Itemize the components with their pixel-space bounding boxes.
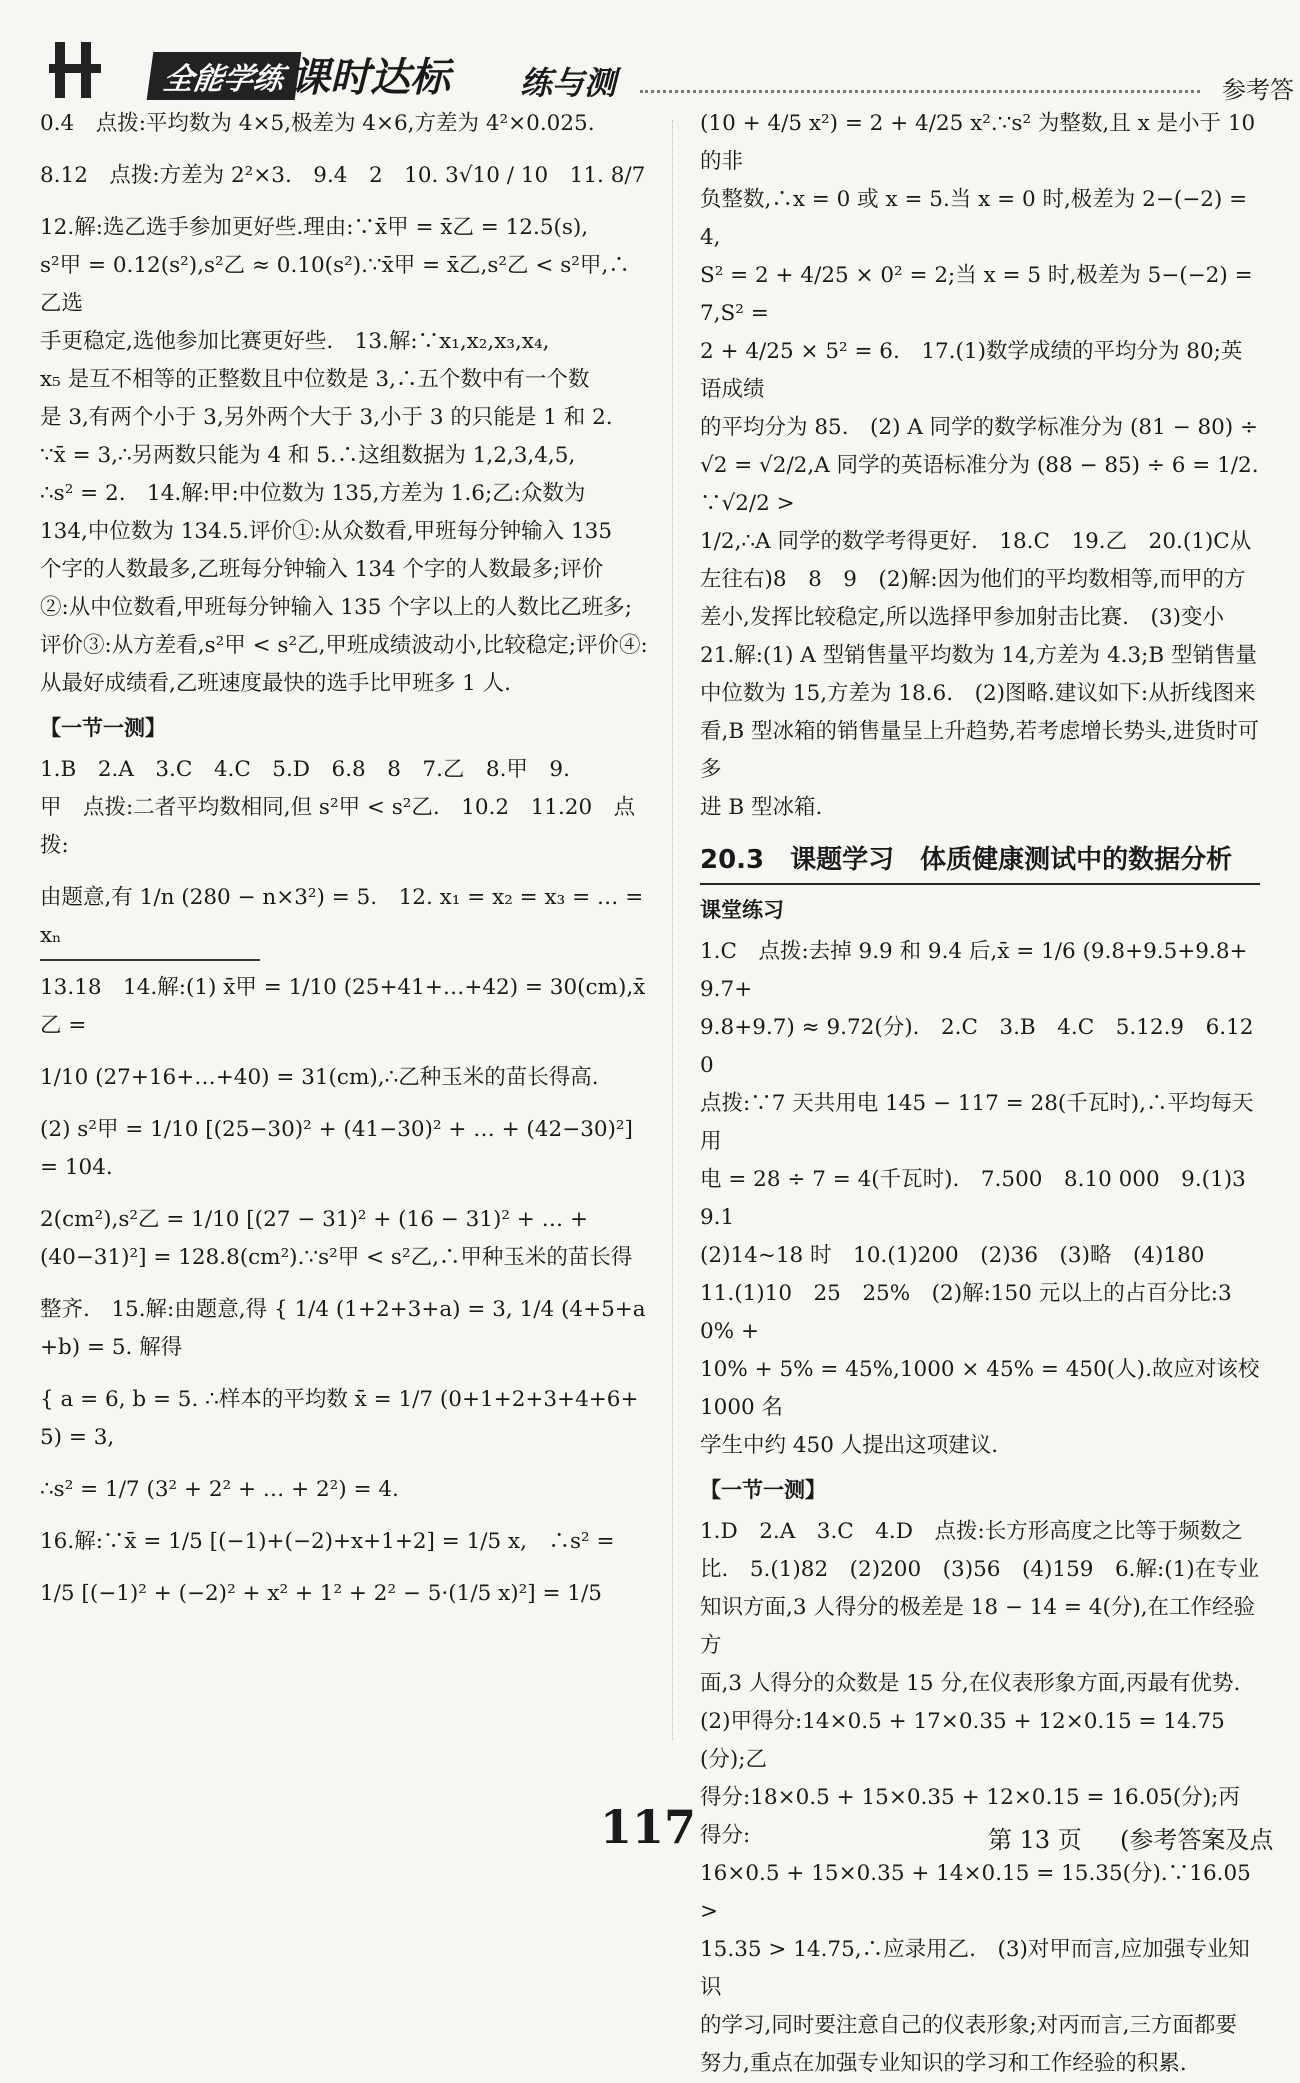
answer-line: 1/5 [(−1)² + (−2)² + x² + 1² + 2² − 5·(1/5 x)²] = 1/5 — [40, 1581, 602, 1606]
section-tag-test: 【一节一测】 — [700, 1478, 826, 1502]
answer-line: s²甲 = 0.12(s²),s²乙 ≈ 0.10(s²).∵x̄甲 = x̄乙,s²乙 < s²甲,∴乙选 — [40, 253, 630, 316]
section-tag-test: 【一节一测】 — [40, 716, 166, 740]
answer-line: 由题意,有 1/n (280 − n×3²) = 5. 12. x₁ = x₂ = x₃ = … = xₙ — [40, 885, 644, 948]
series-title: 课时达标 — [290, 55, 450, 101]
logo-icon — [55, 42, 97, 98]
page-header — [0, 0, 1300, 110]
answer-line: 看,B 型冰箱的销售量呈上升趋势,若考虑增长势头,进货时可多 — [700, 719, 1260, 782]
answer-line: 面,3 人得分的众数是 15 分,在仪表形象方面,丙最有优势. — [700, 1671, 1241, 1696]
brand-name: 全能学练 — [147, 52, 302, 100]
answer-line: 9.8+9.7) ≈ 9.72(分). 2.C 3.B 4.C 5.12.9 6.120 — [700, 1015, 1254, 1078]
answer-line: S² = 2 + 4/25 × 0² = 2;当 x = 5 时,极差为 5−(−2) = 7,S² = — [700, 263, 1253, 326]
answer-line: ∵x̄ = 3,∴另两数只能为 4 和 5.∴这组数据为 1,2,3,4,5, — [40, 443, 576, 468]
answer-line: 1/2,∴A 同学的数学考得更好. 18.C 19.乙 20.(1)C从 — [700, 529, 1252, 554]
answer-line: 点拨:∵7 天共用电 145 − 117 = 28(千瓦时),∴平均每天用 — [700, 1091, 1254, 1154]
answer-line: 134,中位数为 134.5.评价①:从众数看,甲班每分钟输入 135 — [40, 519, 613, 544]
answer-line: 差小,发挥比较稳定,所以选择甲参加射击比赛. (3)变小 — [700, 605, 1224, 630]
answer-line: 手更稳定,选他参加比赛更好些. 13.解:∵x₁,x₂,x₃,x₄, — [40, 329, 550, 354]
answer-line: (2)14~18 时 10.(1)200 (2)36 (3)略 (4)180 — [700, 1243, 1205, 1268]
answer-line: (40−31)²] = 128.8(cm²).∵s²甲 < s²乙,∴甲种玉米的苗长得 — [40, 1245, 633, 1270]
page-number: 117 — [600, 1800, 697, 1854]
answer-line: 的平均分为 85. (2) A 同学的数学标准分为 (81 − 80) ÷ — [700, 415, 1259, 440]
answer-line: ②:从中位数看,甲班每分钟输入 135 个字以上的人数比乙班多; — [40, 595, 633, 620]
page-note: (参考答案及点 — [1120, 1826, 1274, 1854]
answer-line: (2)甲得分:14×0.5 + 17×0.35 + 12×0.15 = 14.75(分);乙 — [700, 1709, 1225, 1772]
page-label: 第 13 页 — [988, 1826, 1082, 1854]
answer-line: ∴s² = 2. 14.解:甲:中位数为 135,方差为 1.6;乙:众数为 — [40, 481, 586, 506]
left-column — [40, 105, 650, 1613]
right-column — [700, 105, 1260, 2083]
answer-line: 15.35 > 14.75,∴应录用乙. (3)对甲而言,应加强专业知识 — [700, 1937, 1250, 2000]
section-tag-practice: 课堂练习 — [700, 898, 784, 922]
answer-line: (2) s²甲 = 1/10 [(25−30)² + (41−30)² + … + (42−30)²] = 104. — [40, 1117, 633, 1180]
answer-line: ∴s² = 1/7 (3² + 2² + … + 2²) = 4. — [40, 1477, 399, 1502]
section-reference: 参考答 — [1222, 76, 1294, 104]
answer-line: 甲 点拨:二者平均数相同,但 s²甲 < s²乙. 10.2 11.20 点拨: — [40, 795, 636, 858]
answer-line: 10% + 5% = 45%,1000 × 45% = 450(人).故应对该校 1000 名 — [700, 1357, 1260, 1420]
answer-line: 2 + 4/25 × 5² = 6. 17.(1)数学成绩的平均分为 80;英语成绩 — [700, 339, 1243, 402]
answer-line: x₅ 是互不相等的正整数且中位数是 3,∴五个数中有一个数 — [40, 367, 590, 392]
answer-line: 努力,重点在加强专业知识的学习和工作经验的积累. — [700, 2051, 1187, 2076]
answer-line: 知识方面,3 人得分的极差是 18 − 14 = 4(分),在工作经验方 — [700, 1595, 1256, 1658]
answer-line: 16.解:∵x̄ = 1/5 [(−1)+(−2)+x+1+2] = 1/5 x, ∴s² = — [40, 1529, 615, 1554]
answer-line: 电 = 28 ÷ 7 = 4(千瓦时). 7.500 8.10 000 9.(1)39.1 — [700, 1167, 1246, 1230]
answer-line: 的学习,同时要注意自己的仪表形象;对丙而言,三方面都要 — [700, 2013, 1237, 2038]
answer-line: 学生中约 450 人提出这项建议. — [700, 1433, 999, 1458]
answer-line: 1.C 点拨:去掉 9.9 和 9.4 后,x̄ = 1/6 (9.8+9.5+9.8+9.7+ — [700, 939, 1248, 1002]
answer-line: 21.解:(1) A 型销售量平均数为 14,方差为 4.3;B 型销售量 — [700, 643, 1258, 668]
answer-line: 个字的人数最多,乙班每分钟输入 134 个字的人数最多;评价 — [40, 557, 604, 582]
answer-line: 得分:18×0.5 + 15×0.35 + 12×0.15 = 16.05(分);丙得分: — [700, 1785, 1240, 1848]
answer-line: 13.18 14.解:(1) x̄甲 = 1/10 (25+41+…+42) = 30(cm),x̄乙 = — [40, 975, 646, 1038]
answer-line: 整齐. 15.解:由题意,得 { 1/4 (1+2+3+a) = 3, 1/4 (4+5+a+b) = 5. 解得 — [40, 1297, 646, 1360]
answer-line: 12.解:选乙选手参加更好些.理由:∵x̄甲 = x̄乙 = 12.5(s), — [40, 215, 589, 240]
answer-line: 评价③:从方差看,s²甲 < s²乙,甲班成绩波动小,比较稳定;评价④: — [40, 633, 648, 658]
column-divider — [672, 120, 673, 1740]
answer-line: 比. 5.(1)82 (2)200 (3)56 (4)159 6.解:(1)在专业 — [700, 1557, 1260, 1582]
answer-line: 中位数为 15,方差为 18.6. (2)图略.建议如下:从折线图来 — [700, 681, 1256, 706]
answer-line: 2(cm²),s²乙 = 1/10 [(27 − 31)² + (16 − 31)² + … + — [40, 1207, 588, 1232]
header-divider — [640, 90, 1200, 95]
answer-line: 1.B 2.A 3.C 4.C 5.D 6.8 8 7.乙 8.甲 9. — [40, 757, 570, 782]
answer-line: 0.4 点拨:平均数为 4×5,极差为 4×6,方差为 4²×0.025. — [40, 111, 595, 136]
answer-line: 1.D 2.A 3.C 4.D 点拨:长方形高度之比等于频数之 — [700, 1519, 1243, 1544]
answer-line: 16×0.5 + 15×0.35 + 14×0.15 = 15.35(分).∵16.05 > — [700, 1861, 1251, 1924]
answer-line: 是 3,有两个小于 3,另外两个大于 3,小于 3 的只能是 1 和 2. — [40, 405, 613, 430]
series-subtitle: 练与测 — [520, 64, 617, 102]
answer-line: 8.12 点拨:方差为 2²×3. 9.4 2 10. 3√10 / 10 11. 8/7 — [40, 163, 646, 188]
section-heading: 20.3 课题学习 体质健康测试中的数据分析 — [700, 841, 1260, 885]
answer-underline — [40, 959, 260, 961]
answer-line: 进 B 型冰箱. — [700, 795, 823, 820]
answer-line: √2 = √2/2,A 同学的英语标准分为 (88 − 85) ÷ 6 = 1/2.∵√2/2 > — [700, 453, 1259, 516]
answer-line: { a = 6, b = 5. ∴样本的平均数 x̄ = 1/7 (0+1+2+3+4+6+5) = 3, — [40, 1387, 639, 1450]
answer-line: (10 + 4/5 x²) = 2 + 4/25 x².∵s² 为整数,且 x 是小于 10 的非 — [700, 111, 1256, 174]
answer-line: 负整数,∴x = 0 或 x = 5.当 x = 0 时,极差为 2−(−2) = 4, — [700, 187, 1248, 250]
answer-line: 11.(1)10 25 25% (2)解:150 元以上的占百分比:30% + — [700, 1281, 1232, 1344]
answer-line: 从最好成绩看,乙班速度最快的选手比甲班多 1 人. — [40, 671, 512, 696]
answer-line: 1/10 (27+16+…+40) = 31(cm),∴乙种玉米的苗长得高. — [40, 1065, 599, 1090]
answer-line: 左往右)8 8 9 (2)解:因为他们的平均数相等,而甲的方 — [700, 567, 1246, 592]
